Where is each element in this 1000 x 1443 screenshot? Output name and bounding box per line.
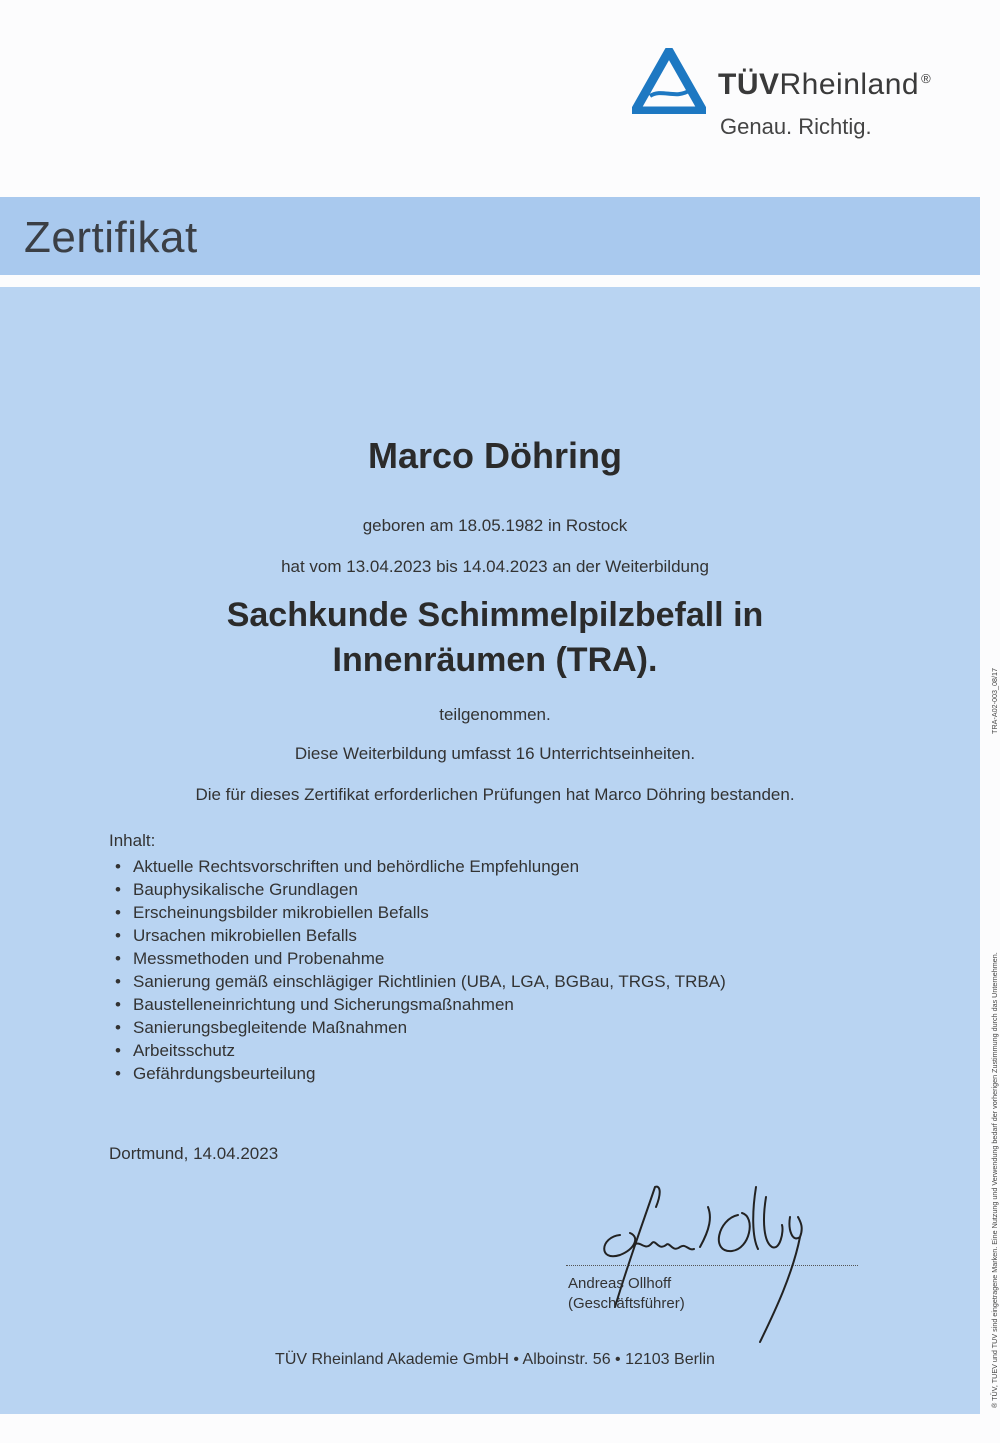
logo-brand-name [718, 68, 931, 102]
list-item-text: Erscheinungsbilder mikrobiellen Befalls [133, 903, 429, 922]
signature-graphic [560, 1167, 860, 1347]
content-section [109, 831, 726, 1085]
logo-brand-regular: Rheinland [779, 68, 920, 101]
certificate-panel [0, 287, 980, 1414]
tuv-triangle-icon [632, 48, 706, 114]
participated-line: teilgenommen. [439, 705, 551, 724]
content-title: Inhalt: [109, 831, 156, 850]
signer-name: Andreas Ollhoff [568, 1275, 672, 1292]
course-title [0, 593, 990, 683]
units-line: Diese Weiterbildung umfasst 16 Unterrichtseinheiten. [294, 744, 696, 763]
list-item-text: Ursachen mikrobiellen Befalls [133, 926, 357, 945]
birth-line: geboren am 18.05.1982 in Rostock [362, 516, 628, 535]
course-title-line-1: Sachkunde Schimmelpilzbefall in [226, 596, 764, 634]
course-title-line-2: Innenräumen (TRA). [332, 641, 658, 679]
footer-address: TÜV Rheinland Akademie GmbH • Alboinstr. 56 • 12103 Berlin [275, 1351, 715, 1368]
recipient-name: Marco Döhring [367, 435, 622, 476]
list-item: • Bauphysikalische Grundlagen [115, 880, 358, 899]
list-item: • Erscheinungsbilder mikrobiellen Befalls [115, 903, 429, 922]
list-item: • Gefährdungsbeurteilung [115, 1064, 316, 1083]
list-item-text: Sanierungsbegleitende Maßnahmen [133, 1018, 408, 1037]
list-item-text: Aktuelle Rechtsvorschriften und behördliche Empfehlungen [133, 857, 580, 876]
registered-mark: ® [921, 71, 932, 86]
list-item-text: Arbeitsschutz [133, 1041, 236, 1060]
list-item-text: Messmethoden und Probenahme [133, 949, 385, 968]
list-item: • Baustelleneinrichtung und Sicherungsmaßnahmen [115, 995, 514, 1014]
list-item: • Messmethoden und Probenahme [115, 949, 385, 968]
list-item: • Ursachen mikrobiellen Befalls [115, 926, 357, 945]
list-item: • Aktuelle Rechtsvorschriften und behördliche Empfehlungen [115, 857, 580, 876]
list-item: • Sanierung gemäß einschlägiger Richtlinien (UBA, LGA, BGBau, TRGS, TRBA) [115, 972, 726, 991]
exam-line: Die für dieses Zertifikat erforderlichen Prüfungen hat Marco Döhring bestanden. [195, 785, 795, 804]
side-legal-notice: ® TÜV, TUEV und TUV sind eingetragene Marken. Eine Nutzung und Verwendung bedarf der vorherigen Zustimmung durch das Unternehmen. [990, 952, 999, 1408]
header-band [0, 197, 980, 275]
list-item: • Arbeitsschutz [115, 1041, 236, 1060]
content-list [109, 855, 726, 1085]
logo-slogan: Genau. Richtig. [720, 114, 872, 139]
list-item-text: Sanierung gemäß einschlägiger Richtlinien (UBA, LGA, BGBau, TRGS, TRBA) [133, 972, 726, 991]
period-line: hat vom 13.04.2023 bis 14.04.2023 an der Weiterbildung [281, 557, 709, 576]
form-code: TRA-A02-003_08/17 [990, 668, 999, 734]
place-date: Dortmund, 14.04.2023 [109, 1144, 279, 1163]
list-item: • Sanierungsbegleitende Maßnahmen [115, 1018, 408, 1037]
signature-line [566, 1265, 858, 1266]
signer-block [568, 1274, 685, 1314]
side-legal-text [990, 668, 999, 1408]
signer-role: (Geschäftsführer) [568, 1295, 685, 1312]
list-item-text: Baustelleneinrichtung und Sicherungsmaßnahmen [133, 995, 514, 1014]
logo-brand-bold: TÜV [718, 68, 780, 101]
list-item-text: Bauphysikalische Grundlagen [133, 880, 358, 899]
certificate-title: Zertifikat [24, 213, 198, 262]
list-item-text: Gefährdungsbeurteilung [133, 1064, 316, 1083]
tuv-rheinland-logo [632, 48, 992, 148]
